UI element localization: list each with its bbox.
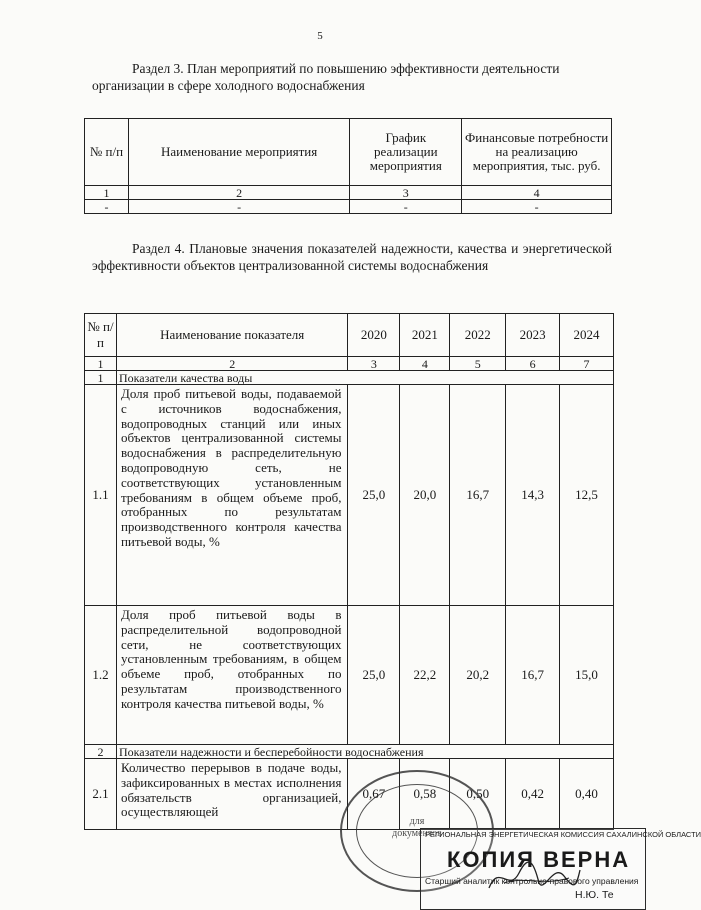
value-cell: 0,50	[450, 759, 506, 830]
value-cell: 25,0	[348, 606, 400, 745]
column-number-row	[85, 357, 614, 371]
table-header-row	[85, 314, 614, 357]
column-number: 2	[116, 357, 348, 371]
value-cell: 0,40	[560, 759, 614, 830]
table-row	[85, 606, 614, 745]
column-number: 3	[350, 186, 462, 200]
header-year: 2022	[450, 314, 506, 357]
group-row	[85, 371, 614, 385]
value-cell: 25,0	[348, 385, 400, 606]
column-number: 7	[560, 357, 614, 371]
value-cell: 14,3	[506, 385, 560, 606]
group-row	[85, 745, 614, 759]
stamp-name: Н.Ю. Те	[575, 889, 614, 901]
indicator-name: Доля проб питьевой воды в распределительной водопроводной сети, не соответствующих установленным требованиям, в общем объеме проб, отобранных по результатам производственного контроля качества питьевой воды, %	[116, 606, 348, 745]
value-cell: 22,2	[400, 606, 450, 745]
stamp-organization: РЕГИОНАЛЬНАЯ ЭНЕРГЕТИЧЕСКАЯ КОМИССИЯ САХАЛИНСКОЙ ОБЛАСТИ	[425, 830, 701, 839]
header-year: 2024	[560, 314, 614, 357]
table-cell: -	[462, 200, 612, 214]
header-cell: График реализации мероприятия	[350, 119, 462, 186]
header-year: 2021	[400, 314, 450, 357]
header-cell: № п/п	[85, 119, 129, 186]
indicator-name: Количество перерывов в подаче воды, зафиксированных в местах исполнения обязательств организацией, осуществляющей	[116, 759, 348, 830]
header-year: 2023	[506, 314, 560, 357]
seal-text: документов	[392, 828, 442, 839]
table-row	[85, 385, 614, 606]
value-cell: 0,67	[348, 759, 400, 830]
section-3-table	[84, 118, 612, 214]
column-number: 3	[348, 357, 400, 371]
column-number: 1	[85, 357, 117, 371]
header-name: Наименование показателя	[116, 314, 348, 357]
row-number: 1.1	[85, 385, 117, 606]
header-num: № п/п	[85, 314, 117, 357]
column-number: 4	[400, 357, 450, 371]
column-number-row	[85, 186, 612, 200]
column-number: 1	[85, 186, 129, 200]
column-number: 5	[450, 357, 506, 371]
row-number: 1.2	[85, 606, 117, 745]
table-header-row	[85, 119, 612, 186]
group-number: 1	[85, 371, 117, 385]
value-cell: 20,0	[400, 385, 450, 606]
page-number: 5	[317, 30, 323, 42]
value-cell: 16,7	[506, 606, 560, 745]
section-4-heading: Раздел 4. Плановые значения показателей надежности, качества и энергетической эффективности объектов централизованной системы водоснабжения	[92, 241, 612, 273]
table-cell: -	[128, 200, 349, 214]
seal-text: для	[409, 816, 425, 827]
table-cell: -	[85, 200, 129, 214]
column-number: 4	[462, 186, 612, 200]
column-number: 2	[128, 186, 349, 200]
column-number: 6	[506, 357, 560, 371]
header-cell: Финансовые потребности на реализацию мероприятия, тыс. руб.	[462, 119, 612, 186]
value-cell: 0,42	[506, 759, 560, 830]
value-cell: 15,0	[560, 606, 614, 745]
header-cell: Наименование мероприятия	[128, 119, 349, 186]
table-row	[85, 200, 612, 214]
row-number: 2.1	[85, 759, 117, 830]
value-cell: 0,58	[400, 759, 450, 830]
signature-icon	[484, 858, 584, 898]
indicator-name: Доля проб питьевой воды, подаваемой с источников водоснабжения, водопроводных станций или иных объектов централизованной системы водоснабжения в распределительную водопроводную сеть, не соответствующих установленным требованиям в общем объеме проб, отобранных по результатам производственного контроля качества питьевой воды, %	[116, 385, 348, 606]
stamp-title: КОПИЯ ВЕРНА	[447, 847, 631, 872]
value-cell: 12,5	[560, 385, 614, 606]
stamp-position: Старший аналитик контрольно-правового управления	[425, 876, 639, 886]
table-cell: -	[350, 200, 462, 214]
value-cell: 16,7	[450, 385, 506, 606]
header-year: 2020	[348, 314, 400, 357]
value-cell: 20,2	[450, 606, 506, 745]
group-title: Показатели надежности и бесперебойности водоснабжения	[116, 745, 613, 759]
section-4-table	[84, 313, 614, 830]
group-number: 2	[85, 745, 117, 759]
section-3-heading: Раздел 3. План мероприятий по повышению эффективности деятельности организации в сфере холодного водоснабжения	[92, 61, 560, 93]
group-title: Показатели качества воды	[116, 371, 613, 385]
